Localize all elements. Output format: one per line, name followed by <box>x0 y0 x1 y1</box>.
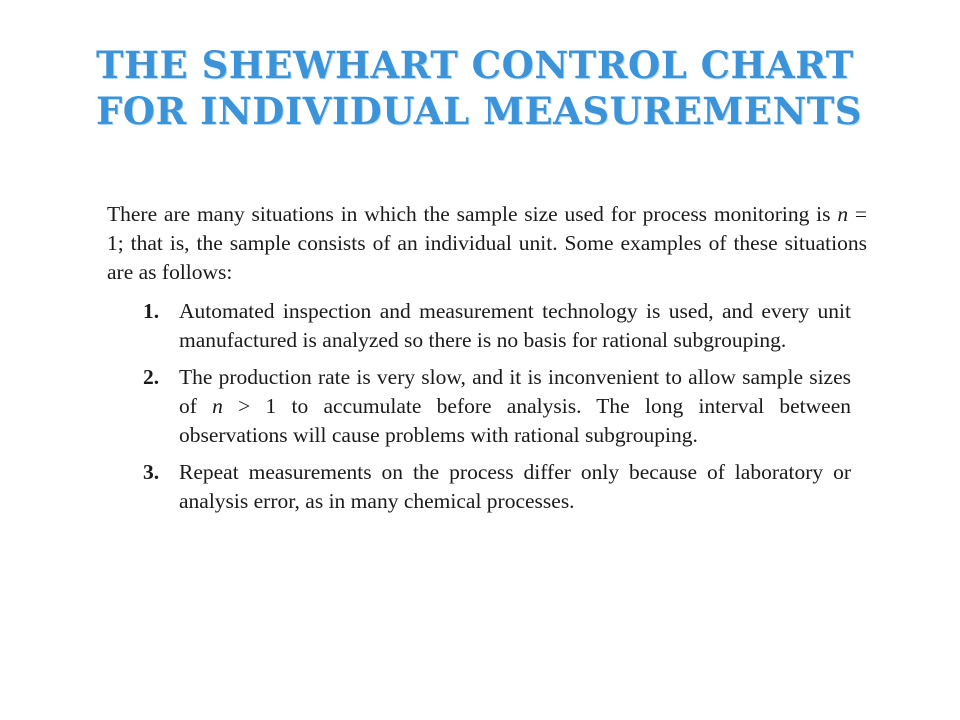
intro-text-1: There are many situations in which the sample size used for process monitoring is <box>107 202 838 226</box>
title-line-2: FOR INDIVIDUAL MEASUREMENTS <box>96 89 863 133</box>
list-item-2 <box>107 363 851 450</box>
intro-paragraph <box>107 200 867 287</box>
item-number-3: 3. <box>143 460 160 484</box>
item-2-n-variable: n <box>212 394 223 418</box>
intro-n-variable: n <box>837 202 849 226</box>
title-line-1: THE SHEWHART CONTROL CHART <box>96 43 854 87</box>
item-number-2: 2. <box>143 365 160 389</box>
intro-text-2: = 1; that is, the sample consists of an individual unit. Some examples of these situations are as follows: <box>107 202 867 284</box>
slide-title <box>96 42 896 134</box>
item-text-2b: > 1 to accumulate before analysis. The long interval between observations will cause problems with rational subgrouping. <box>179 394 851 447</box>
examples-list <box>107 297 867 516</box>
list-item-3 <box>107 458 851 516</box>
list-item-1 <box>107 297 851 355</box>
item-text-3: Repeat measurements on the process differ only because of laboratory or analysis error, as in many chemical processes. <box>179 460 851 513</box>
item-number-1: 1. <box>143 299 160 323</box>
slide-body <box>107 200 867 524</box>
item-text-1: Automated inspection and measurement technology is used, and every unit manufactured is analyzed so there is no basis for rational subgrouping. <box>179 299 851 352</box>
item-text-2a: The production rate is very slow, and it is inconvenient to allow sample sizes of <box>179 365 851 418</box>
